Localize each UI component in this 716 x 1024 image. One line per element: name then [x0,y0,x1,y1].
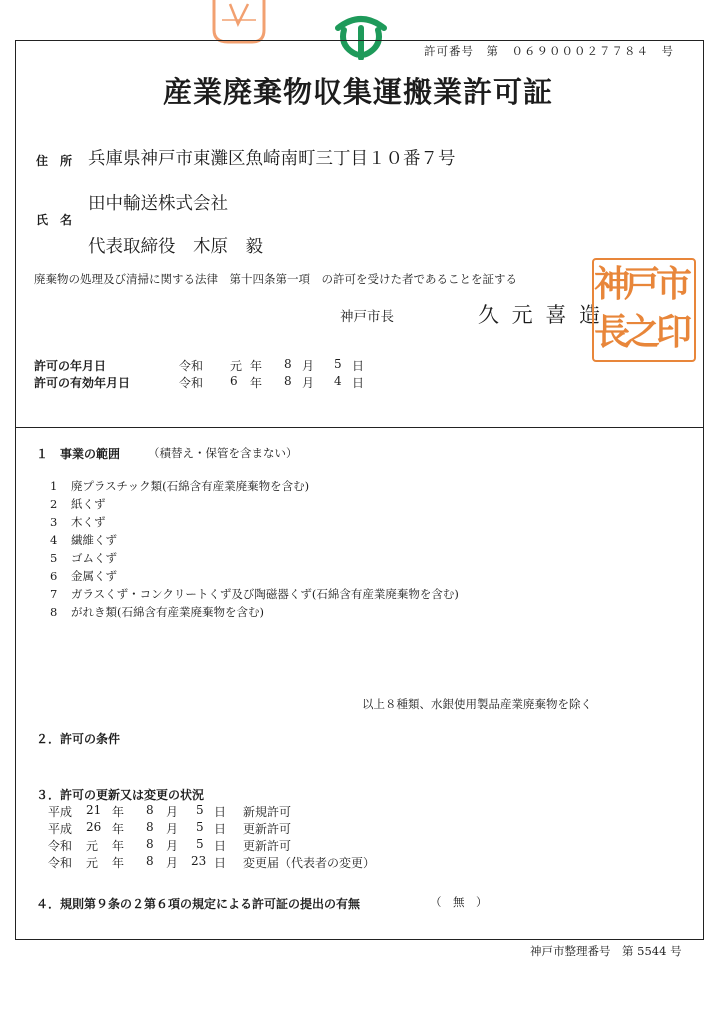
item-number: 3 [50,515,58,529]
month: 8 [146,803,154,817]
era: 平成 [48,805,73,819]
era: 令和 [179,359,204,373]
era: 令和 [48,856,73,870]
history-heading: ３．許可の更新又は変更の状況 [36,788,205,802]
day: 5 [196,803,204,817]
list-item [50,567,610,585]
permit-number: 許可番号 第 ０６９０００２７７８４ 号 [424,44,674,58]
day: 5 [196,820,204,834]
era: 平成 [48,822,73,836]
year: 元 [86,839,99,853]
item-text: ゴムくず [71,551,117,565]
month: 8 [284,374,292,388]
era: 令和 [179,376,204,390]
certification-statement: 廃棄物の処理及び清掃に関する法律 第十四条第一項 の許可を受けた者であることを証する [34,272,517,286]
scope-note: （積替え・保管を含まない） [148,446,298,460]
seal-char: 神 [594,263,631,305]
day-unit: 日 [214,839,227,853]
item-number: 5 [50,551,58,565]
year-unit: 年 [250,376,263,390]
list-item [50,603,610,621]
item-text: 廃プラスチック類(石綿含有産業廃棄物を含む) [71,479,310,493]
item-text: 紙くず [71,497,106,511]
expiry-date-row [34,374,394,390]
permit-date-label: 許可の年月日 [34,359,107,373]
item-text: 木くず [71,515,106,529]
month-unit: 月 [166,805,179,819]
list-item [50,585,610,603]
submission-value: （ 無 ） [430,895,488,909]
list-item [50,549,610,567]
table-row [48,803,428,819]
list-item [50,477,610,495]
month-unit: 月 [302,359,315,373]
day: 5 [334,357,342,371]
seal-char: 之 [624,311,661,353]
month: 8 [146,854,154,868]
day-unit: 日 [352,376,365,390]
year: 元 [86,856,99,870]
day-unit: 日 [214,805,227,819]
day: 4 [334,374,342,388]
year-unit: 年 [112,856,125,870]
list-item [50,495,610,513]
item-text: 繊維くず [71,533,117,547]
name-label: 氏 名 [36,213,73,227]
mayor-title: 神戸市長 [340,309,394,325]
year-unit: 年 [250,359,263,373]
seal-char: 印 [656,311,693,353]
representative-name: 代表取締役 木原 毅 [88,237,263,257]
address-label: 住 所 [36,154,73,168]
scope-heading: １ 事業の範囲 [36,447,121,461]
day: 23 [191,854,207,868]
year-unit: 年 [112,839,125,853]
table-row [48,837,428,853]
item-text: 金属くず [71,569,117,583]
month-unit: 月 [166,856,179,870]
conditions-heading: ２．許可の条件 [36,732,121,746]
city-seal [592,258,696,362]
scope-summary: 以上８種類、水銀使用製品産業廃棄物を除く [362,697,592,711]
year-unit: 年 [112,822,125,836]
item-number: 1 [50,479,58,493]
year: 21 [86,803,102,817]
item-text: ガラスくず・コンクリートくず及び陶磁器くず(石綿含有産業廃棄物を含む) [71,587,459,601]
item-number: 4 [50,533,58,547]
mayor-name: 久 元 喜 造 [478,303,604,327]
month-unit: 月 [302,376,315,390]
day: 5 [196,837,204,851]
item-text: がれき類(石綿含有産業廃棄物を含む) [71,605,264,619]
table-row [48,854,428,870]
reference-number: 神戸市整理番号 第 5544 号 [530,944,682,958]
month: 8 [284,357,292,371]
seal-char: 市 [656,263,693,305]
list-item [50,513,610,531]
year: 元 [230,359,243,373]
seal-char: 長 [594,311,631,353]
status: 変更届（代表者の変更） [243,856,376,870]
scope-list [50,477,610,621]
month-unit: 月 [166,839,179,853]
section-divider [15,427,704,428]
table-row [48,820,428,836]
item-number: 7 [50,587,58,601]
item-number: 8 [50,605,58,619]
month-unit: 月 [166,822,179,836]
permit-date-row [34,357,394,373]
submission-heading: ４．規則第９条の２第６項の規定による許可証の提出の有無 [36,897,361,911]
status: 更新許可 [243,839,292,853]
company-name: 田中輸送株式会社 [88,194,228,214]
year: 26 [86,820,102,834]
item-number: 6 [50,569,58,583]
year: 6 [230,374,238,388]
item-number: 2 [50,497,58,511]
era: 令和 [48,839,73,853]
status: 新規許可 [243,805,292,819]
address-value: 兵庫県神戸市東灘区魚崎南町三丁目１０番７号 [88,149,456,169]
list-item [50,531,610,549]
expiry-date-label: 許可の有効年月日 [34,376,131,390]
status: 更新許可 [243,822,292,836]
day-unit: 日 [214,856,227,870]
page-title: 産業廃棄物収集運搬業許可証 [162,75,553,109]
month: 8 [146,837,154,851]
month: 8 [146,820,154,834]
day-unit: 日 [214,822,227,836]
seal-char: 戸 [624,263,661,305]
year-unit: 年 [112,805,125,819]
day-unit: 日 [352,359,365,373]
